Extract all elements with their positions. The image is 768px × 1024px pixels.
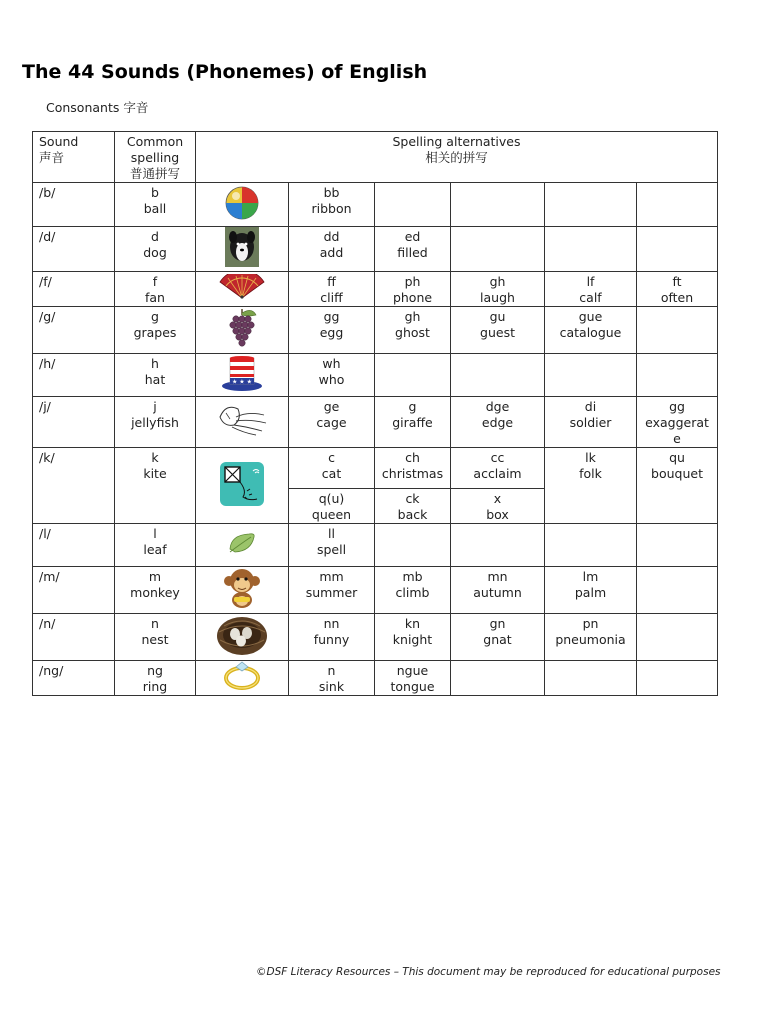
sound-cell: /f/ [33, 272, 115, 307]
alt-grapheme: ge [323, 399, 340, 414]
header-sound: Sound [39, 134, 79, 149]
alternative-cell [451, 661, 545, 696]
alt-example: soldier [569, 415, 612, 430]
alt-example: acclaim [473, 466, 522, 481]
alternative-cell [451, 567, 545, 614]
alt-grapheme: kn [404, 616, 421, 631]
table-row [33, 354, 718, 397]
alternative-cell [289, 661, 375, 696]
common-spelling-cell [115, 354, 196, 397]
sound-cell: /ng/ [33, 661, 115, 696]
alternative-cell [451, 227, 545, 272]
header-common-zh: 普通拼写 [129, 166, 180, 181]
alt-grapheme: gh [489, 274, 506, 289]
common-grapheme: f [152, 274, 158, 289]
common-spelling-cell [115, 272, 196, 307]
footer-copyright: ©DSF Literacy Resources – This document may be reproduced for educational purposes [256, 966, 721, 978]
alt-grapheme: q(u) [318, 491, 345, 506]
alt-grapheme: di [584, 399, 597, 414]
alt-grapheme: gh [404, 309, 421, 324]
alternative-cell [637, 524, 718, 567]
alt-grapheme: mn [487, 569, 508, 584]
alt-example: guest [480, 325, 515, 340]
table-row [33, 307, 718, 354]
common-grapheme: d [151, 229, 159, 244]
alt-grapheme: gg [669, 399, 685, 414]
alt-example: gnat [483, 632, 512, 647]
alternative-cell [375, 272, 451, 307]
header-alternatives: Spelling alternatives [392, 134, 521, 149]
alt-example: cliff [320, 290, 343, 305]
alt-example: folk [579, 466, 602, 481]
alternative-cell [289, 524, 375, 567]
alt-example: cat [321, 466, 342, 481]
header-common-1: Common [126, 134, 184, 149]
common-grapheme: l [153, 526, 157, 541]
alt-grapheme: g [408, 399, 417, 414]
beach-ball-icon [224, 185, 260, 221]
sound-cell: /n/ [33, 614, 115, 661]
alternative-cell [637, 661, 718, 696]
alternative-cell [375, 448, 451, 489]
common-example: dog [143, 245, 167, 260]
common-spelling-cell [115, 397, 196, 448]
table-row [33, 397, 718, 448]
alt-example: edge [481, 415, 514, 430]
alternative-cell [451, 489, 545, 524]
table-row [33, 567, 718, 614]
alt-grapheme: ed [404, 229, 421, 244]
header-row [33, 132, 718, 183]
alt-example: exaggerat [645, 415, 709, 430]
table-row [33, 183, 718, 227]
jellyfish-icon [216, 403, 268, 437]
alt-grapheme: ph [404, 274, 421, 289]
alternative-cell [289, 489, 375, 524]
alternative-cell [451, 354, 545, 397]
alternative-cell [637, 448, 718, 524]
common-grapheme: k [151, 450, 159, 465]
alt-grapheme: x [493, 491, 502, 506]
monkey-icon [222, 567, 262, 609]
alternative-cell [545, 272, 637, 307]
sound-cell: /k/ [33, 448, 115, 524]
sound-cell: /l/ [33, 524, 115, 567]
alternative-cell [451, 307, 545, 354]
sound-cell: /j/ [33, 397, 115, 448]
alt-example: spell [316, 542, 347, 557]
alternative-cell [375, 397, 451, 448]
svg-text:★ ★ ★: ★ ★ ★ [232, 378, 252, 386]
alt-example: queen [311, 507, 352, 522]
alternative-cell [289, 183, 375, 227]
common-spelling-cell [115, 227, 196, 272]
alt-grapheme: pn [582, 616, 599, 631]
leaf-icon [227, 531, 257, 555]
alt-grapheme: n [327, 663, 336, 678]
alternative-cell [545, 661, 637, 696]
alternative-cell [289, 354, 375, 397]
alt-example: tongue [390, 679, 435, 694]
alternative-cell [637, 354, 718, 397]
alt-example: summer [305, 585, 358, 600]
common-spelling-cell [115, 307, 196, 354]
alt-grapheme: mm [319, 569, 344, 584]
sound-cell: /d/ [33, 227, 115, 272]
header-common-cell [115, 132, 196, 183]
alternative-cell [289, 614, 375, 661]
table-row [33, 614, 718, 661]
common-example: kite [143, 466, 167, 481]
common-grapheme: n [151, 616, 159, 631]
alt-example: cage [316, 415, 347, 430]
alternative-cell [451, 272, 545, 307]
sound-cell: /b/ [33, 183, 115, 227]
alt-example-wrap: e [673, 431, 681, 446]
common-example: grapes [133, 325, 177, 340]
alternative-cell [289, 307, 375, 354]
fan-icon [218, 274, 266, 300]
common-example: nest [141, 632, 169, 647]
kite-icon [219, 461, 265, 507]
picture-cell [196, 524, 289, 567]
alternative-cell [637, 397, 718, 448]
alternative-cell [545, 227, 637, 272]
alt-grapheme: gu [489, 309, 506, 324]
alt-example: climb [395, 585, 430, 600]
page-title: The 44 Sounds (Phonemes) of English [22, 61, 428, 83]
ring-icon [223, 661, 261, 691]
common-grapheme: b [151, 185, 159, 200]
alt-example: egg [319, 325, 344, 340]
alt-grapheme: c [328, 450, 335, 465]
alt-example: autumn [473, 585, 522, 600]
header-common-2: spelling [130, 150, 180, 165]
common-example: jellyfish [131, 415, 179, 430]
nest-icon [216, 614, 268, 656]
grapes-icon [224, 307, 260, 349]
alt-grapheme: ft [672, 274, 682, 289]
table-row [33, 448, 718, 489]
picture-cell [196, 307, 289, 354]
picture-cell [196, 354, 289, 397]
alt-example: ghost [395, 325, 430, 340]
alt-grapheme: lf [586, 274, 595, 289]
common-spelling-cell [115, 448, 196, 524]
alt-example: funny [313, 632, 350, 647]
alternative-cell [375, 567, 451, 614]
common-spelling-cell [115, 183, 196, 227]
alt-example: knight [392, 632, 433, 647]
alt-grapheme: nn [323, 616, 340, 631]
alternative-cell [451, 183, 545, 227]
header-sound-zh: 声音 [39, 150, 65, 165]
alternative-cell [637, 272, 718, 307]
alternative-cell [545, 567, 637, 614]
dog-icon [225, 227, 259, 267]
alternative-cell [545, 448, 637, 524]
alt-grapheme: gn [489, 616, 506, 631]
alt-example: ribbon [311, 201, 352, 216]
alt-grapheme: dge [485, 399, 510, 414]
alternative-cell [375, 489, 451, 524]
common-example: ring [142, 679, 168, 694]
alternative-cell [451, 397, 545, 448]
alt-grapheme: wh [322, 356, 341, 371]
common-spelling-cell [115, 661, 196, 696]
alternative-cell [545, 614, 637, 661]
alt-grapheme: lm [582, 569, 599, 584]
picture-cell [196, 567, 289, 614]
alt-grapheme: mb [402, 569, 423, 584]
alt-grapheme: ll [328, 526, 335, 541]
sound-cell: /m/ [33, 567, 115, 614]
picture-cell [196, 614, 289, 661]
alt-example: add [319, 245, 344, 260]
common-grapheme: g [151, 309, 159, 324]
alt-example: pneumonia [555, 632, 626, 647]
common-example: ball [143, 201, 167, 216]
picture-cell [196, 661, 289, 696]
picture-cell [196, 183, 289, 227]
alt-grapheme: ff [327, 274, 336, 289]
alternative-cell [451, 614, 545, 661]
picture-cell [196, 227, 289, 272]
phoneme-table [32, 131, 718, 696]
alt-example: box [486, 507, 509, 522]
alt-grapheme: ch [405, 450, 420, 465]
alt-example: filled [397, 245, 428, 260]
alternative-cell [637, 614, 718, 661]
alternative-cell [289, 227, 375, 272]
alternative-cell [451, 448, 545, 489]
alternative-cell [637, 183, 718, 227]
alternative-cell [637, 307, 718, 354]
alt-grapheme: bb [323, 185, 340, 200]
alternative-cell [545, 354, 637, 397]
alternative-cell [375, 661, 451, 696]
alt-grapheme: qu [669, 450, 685, 465]
top-hat-icon [220, 354, 264, 392]
alternative-cell [637, 227, 718, 272]
table-row [33, 272, 718, 307]
alternative-cell [375, 183, 451, 227]
alternative-cell [375, 307, 451, 354]
alt-grapheme: dd [323, 229, 340, 244]
common-grapheme: j [153, 399, 157, 414]
picture-cell [196, 272, 289, 307]
alternative-cell [375, 354, 451, 397]
alt-example: bouquet [651, 466, 703, 481]
alt-example: back [397, 507, 428, 522]
alt-example: who [318, 372, 345, 387]
alternative-cell [545, 183, 637, 227]
alternative-cell [289, 397, 375, 448]
common-grapheme: ng [147, 663, 163, 678]
alt-example: catalogue [559, 325, 622, 340]
alt-grapheme: cc [490, 450, 505, 465]
header-sound-cell [33, 132, 115, 183]
alternative-cell [289, 567, 375, 614]
alternative-cell [375, 524, 451, 567]
common-spelling-cell [115, 524, 196, 567]
common-example: hat [144, 372, 166, 387]
alternative-cell [545, 307, 637, 354]
common-example: monkey [130, 585, 180, 600]
common-grapheme: m [148, 569, 162, 584]
alt-example: calf [579, 290, 602, 305]
picture-cell [196, 397, 289, 448]
common-example: leaf [143, 542, 167, 557]
alternative-cell [289, 272, 375, 307]
sound-cell: /g/ [33, 307, 115, 354]
alternative-cell [375, 614, 451, 661]
alt-example: palm [574, 585, 607, 600]
picture-cell [196, 448, 289, 524]
alt-example: christmas [381, 466, 444, 481]
common-spelling-cell [115, 567, 196, 614]
alternative-cell [289, 448, 375, 489]
alt-grapheme: gue [578, 309, 603, 324]
table-row [33, 524, 718, 567]
alternative-cell [545, 397, 637, 448]
common-grapheme: h [151, 356, 159, 371]
alt-grapheme: lk [585, 450, 596, 465]
header-alternatives-cell [196, 132, 718, 183]
alt-grapheme: ck [405, 491, 420, 506]
alternative-cell [451, 524, 545, 567]
alt-grapheme: gg [323, 309, 340, 324]
sound-cell: /h/ [33, 354, 115, 397]
common-example: fan [145, 290, 165, 305]
alternative-cell [375, 227, 451, 272]
alt-example: sink [318, 679, 345, 694]
table-row [33, 227, 718, 272]
alt-example: phone [392, 290, 433, 305]
alternative-cell [545, 524, 637, 567]
header-alternatives-zh: 相关的拼写 [425, 150, 488, 165]
alternative-cell [637, 567, 718, 614]
section-subtitle: Consonants 字音 [46, 100, 149, 115]
common-spelling-cell [115, 614, 196, 661]
alt-example: laugh [480, 290, 515, 305]
alt-grapheme: ngue [396, 663, 429, 678]
alt-example: often [660, 290, 694, 305]
alt-example: giraffe [392, 415, 433, 430]
table-row [33, 661, 718, 696]
